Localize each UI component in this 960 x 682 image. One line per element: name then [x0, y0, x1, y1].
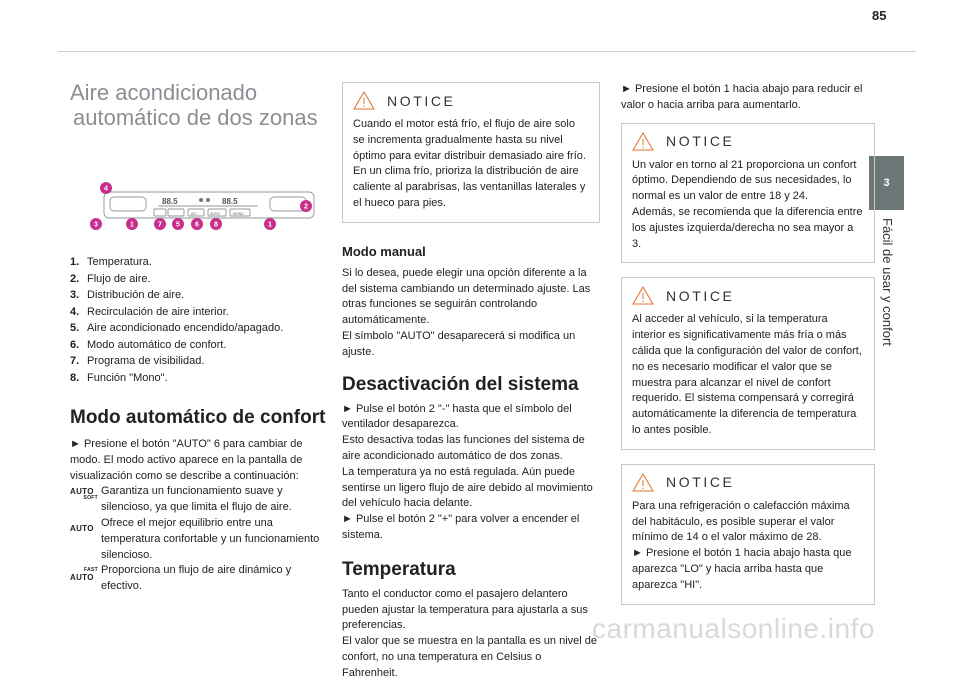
callout-6: 6 [195, 221, 199, 229]
notice-text: Un valor en torno al 21 proporciona un confort óptimo. Dependiendo de sus necesidades, lo normal es un valor de entre 18 y 24. Además, se recomienda que la diferencia entre los ajustes izquierda/derecha no sea mayor a 3. [632, 158, 863, 250]
notice-text: Para una refrigeración o calefacción máxima del habitáculo, es posible superar el valor mínimo de 14 o el valor máximo de 28. ► Presione el botón 1 hacia abajo hasta que aparezca "LO" y hacia arriba hasta que aparezca "HI". [632, 499, 852, 591]
notice-title: NOTICE [666, 474, 735, 491]
warning-icon [353, 91, 375, 110]
callout-2: 2 [304, 203, 308, 211]
legend-list [70, 254, 327, 386]
top-rule [58, 51, 916, 52]
fan-icon [199, 198, 210, 202]
section-title [70, 80, 327, 130]
btn-auto-label: AUTO [210, 212, 220, 216]
auto-icon: AUTO [70, 523, 94, 533]
notice-box-3 [621, 277, 875, 449]
comfort-intro: ► Presione el botón "AUTO" 6 para cambiar de modo. El modo activo aparece en la pantalla de visualización como se describe a continuación: [70, 438, 303, 482]
mode-soft: AUTO SOFT Garantiza un funcionamiento suave y silencioso, ya que limita el flujo de aire. [70, 485, 292, 514]
display-left: 88.5 [162, 197, 178, 206]
btn-ac-label: A/C [191, 212, 197, 216]
display-right: 88.5 [222, 197, 238, 206]
notice-title: NOTICE [666, 287, 735, 304]
notice-title: NOTICE [666, 133, 735, 150]
warning-icon [632, 286, 654, 305]
callout-3: 3 [94, 221, 98, 229]
notice-box-1 [342, 82, 600, 223]
legend-item: 6. Modo automático de confort. [70, 338, 227, 351]
mode-normal: AUTO Ofrece el mejor equilibrio entre una temperatura confortable y un funcionamiento silencioso. [70, 516, 320, 561]
legend-item: 5. Aire acondicionado encendido/apagado. [70, 322, 284, 334]
notice-title: NOTICE [387, 92, 456, 109]
chapter-tab[interactable]: 3 [869, 156, 904, 210]
legend-item: 3. Distribución de aire. [70, 289, 185, 301]
callout-1b: 1 [268, 221, 272, 229]
deactivation-text: ► Pulse el botón 2 "-" hasta que el símbolo del ventilador desaparezca. Esto desactiva todas las funciones del sistema de aire acondicionado automático de dos zonas. La temperatura ya no está regulada. Aún puede sentirse un ligero flujo de aire debido al movimiento del vehículo hacia delante. ► Pulse el botón 2 "+" para volver a encender el sistema. [342, 402, 593, 541]
auto-soft-icon: AUTO SOFT [70, 487, 98, 502]
page-number: 85 [872, 8, 887, 23]
legend-item: 8. Función "Mono". [70, 371, 168, 384]
callout-4: 4 [104, 185, 108, 193]
notice-box-2 [621, 123, 875, 264]
column-right [621, 82, 875, 605]
manual-text: Si lo desea, puede elegir una opción diferente a la del sistema cambiando un determinado ajuste. Las otras funciones se seguirán controlando automáticamente. El símbolo "AUTO" desaparecerá si modifica un ajuste. [342, 266, 591, 358]
notice-text: Cuando el motor está frío, el flujo de aire solo se incrementa gradualmente hasta su nivel óptimo para evitar distribuir demasiado aire frío. En un clima frío, prioriza la distribución de aire caliente al parabrisas, las ventanillas laterales y el hueco para pies. [353, 118, 586, 209]
legend-item: 1. Temperatura. [70, 256, 152, 268]
temperature-text: Tanto el conductor como el pasajero delantero pueden ajustar la temperatura para ajustarla a sus preferencias. El valor que se muestra en la pantalla es un nivel de confort, no una temperatura en Celsius o Fahrenheit. [342, 587, 597, 679]
column-left [70, 80, 327, 595]
column-middle [342, 82, 600, 682]
adjust-instruction: ► Presione el botón 1 hacia abajo para reducir el valor o hacia arriba para aumentarlo. [621, 83, 863, 111]
callout-7: 7 [158, 221, 162, 229]
legend-item: 4. Recirculación de aire interior. [70, 305, 229, 318]
warning-icon [632, 473, 654, 492]
mode-fast: FAST AUTO Proporciona un flujo de aire dinámico y efectivo. [70, 564, 292, 593]
manual-title: Modo manual [342, 243, 426, 259]
warning-icon [632, 132, 654, 151]
btn-mono-label: MONO [233, 212, 244, 216]
watermark: carmanualsonline.info [592, 613, 875, 644]
section-title-line2: automático de dos zonas [73, 105, 318, 130]
auto-fast-icon: FAST AUTO [70, 567, 98, 583]
temperature-title: Temperatura [342, 558, 456, 580]
chapter-label: Fácil de usar y confort [880, 218, 895, 346]
deactivation-title: Desactivación del sistema [342, 373, 579, 395]
section-title-line1: Aire acondicionado [70, 80, 258, 105]
legend-item: 7. Programa de visibilidad. [70, 355, 205, 367]
notice-text: Al acceder al vehículo, si la temperatura interior es significativamente más fría o más cálida que la configuración del valor de confort, no es necesario modificar el valor que se muestra para alcanzar el nivel de confort requerido. El sistema compensará y corregirá automáticamente la diferencia de temperatura lo antes posible. [632, 313, 862, 436]
callout-1a: 1 [130, 221, 134, 229]
callout-5: 5 [176, 221, 180, 229]
callout-8: 8 [214, 221, 218, 229]
climate-panel-figure [94, 182, 334, 234]
notice-box-4 [621, 464, 875, 605]
climate-panel-drawing [94, 182, 334, 234]
legend-item: 2. Flujo de aire. [70, 272, 151, 285]
comfort-title: Modo automático de confort [70, 407, 326, 428]
